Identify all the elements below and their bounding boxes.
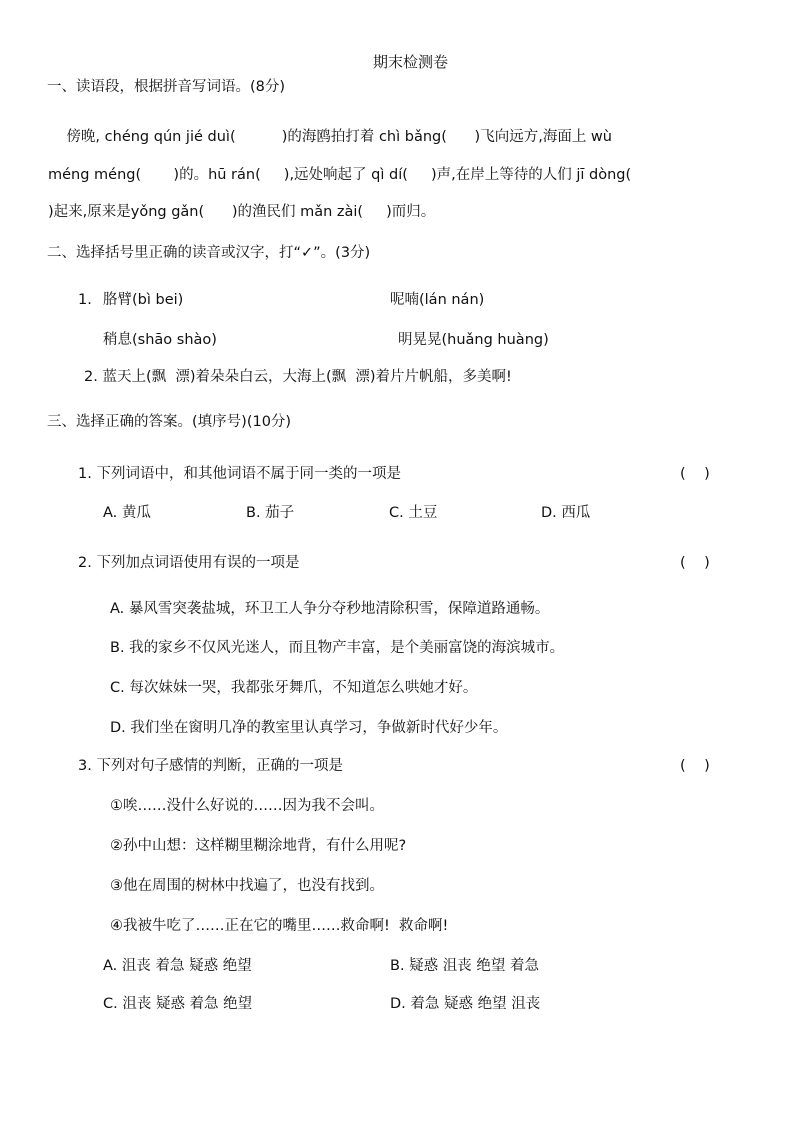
s3-q1-option-b: B. 茄子 bbox=[246, 505, 295, 521]
section1-line-1: 傍晚, chéng qún jié duì( )的海鸥拍打着 chì bǎng( )飞向远方,海面上 wù bbox=[48, 129, 612, 145]
page-title: 期末检测卷 bbox=[373, 53, 449, 71]
s3-q2-answer-paren[interactable]: ( ) bbox=[680, 555, 710, 571]
s3-q1-answer-paren[interactable]: ( ) bbox=[680, 466, 710, 482]
s3-q3-option-d: D. 着急 疑惑 绝望 沮丧 bbox=[390, 996, 541, 1012]
s3-q3-sentence-2: ②孙中山想：这样糊里糊涂地背，有什么用呢? bbox=[110, 838, 407, 854]
s2-q1-number: 1. bbox=[78, 292, 92, 308]
s3-q2-option-b: B. 我的家乡不仅风光迷人，而且物产丰富，是个美丽富饶的海滨城市。 bbox=[110, 640, 565, 656]
s3-q2-option-c: C. 每次妹妹一哭，我都张牙舞爪，不知道怎么哄她才好。 bbox=[110, 680, 478, 696]
s3-q1-option-a: A. 黄瓜 bbox=[103, 505, 151, 521]
s3-q3-option-a: A. 沮丧 着急 疑惑 绝望 bbox=[103, 958, 252, 974]
s3-q3-option-c: C. 沮丧 疑惑 着急 绝望 bbox=[103, 996, 253, 1012]
s3-q3-sentence-3: ③他在周围的树林中找遍了，也没有找到。 bbox=[110, 878, 384, 894]
s3-q3-stem: 3. 下列对句子感情的判断，正确的一项是 bbox=[78, 758, 343, 774]
section3-heading: 三、选择正确的答案。(填序号)(10分) bbox=[47, 414, 292, 430]
s3-q3-option-b: B. 疑惑 沮丧 绝望 着急 bbox=[390, 958, 539, 974]
s2-q1-item-c: 稍息(shāo shào) bbox=[103, 332, 217, 348]
s2-q2: 2. 蓝天上(飘 漂)着朵朵白云，大海上(飘 漂)着片片帆船，多美啊! bbox=[84, 369, 512, 385]
s3-q1-option-d: D. 西瓜 bbox=[541, 505, 591, 521]
s2-q1-item-d: 明晃晃(huǎng huàng) bbox=[398, 332, 549, 348]
s3-q1-stem: 1. 下列词语中，和其他词语不属于同一类的一项是 bbox=[78, 466, 401, 482]
s3-q1-option-c: C. 土豆 bbox=[389, 505, 438, 521]
s2-q1-item-a: 胳臂(bì bei) bbox=[103, 292, 184, 308]
s3-q2-option-a: A. 暴风雪突袭盐城，环卫工人争分夺秒地清除积雪，保障道路通畅。 bbox=[110, 601, 550, 617]
section1-line-3: )起来,原来是yǒng gǎn( )的渔民们 mǎn zài( )而归。 bbox=[48, 204, 436, 220]
s3-q3-sentence-1: ①唉……没什么好说的……因为我不会叫。 bbox=[110, 798, 384, 814]
section1-heading: 一、读语段，根据拼音写词语。(8分) bbox=[47, 79, 286, 95]
s2-q1-item-b: 呢喃(lán nán) bbox=[390, 292, 485, 308]
section2-heading: 二、选择括号里正确的读音或汉字，打“✓”。(3分) bbox=[47, 245, 371, 261]
s3-q3-sentence-4: ④我被牛吃了……正在它的嘴里……救命啊! 救命啊! bbox=[110, 918, 449, 934]
s3-q2-option-d: D. 我们坐在窗明几净的教室里认真学习，争做新时代好少年。 bbox=[110, 720, 508, 736]
s3-q3-answer-paren[interactable]: ( ) bbox=[680, 758, 710, 774]
section1-line-2: méng méng( )的。hū rán( ),远处响起了 qì dí( )声,在岸上等待的人们 jī dòng( bbox=[48, 167, 632, 183]
s3-q2-stem: 2. 下列加点词语使用有误的一项是 bbox=[78, 555, 300, 571]
